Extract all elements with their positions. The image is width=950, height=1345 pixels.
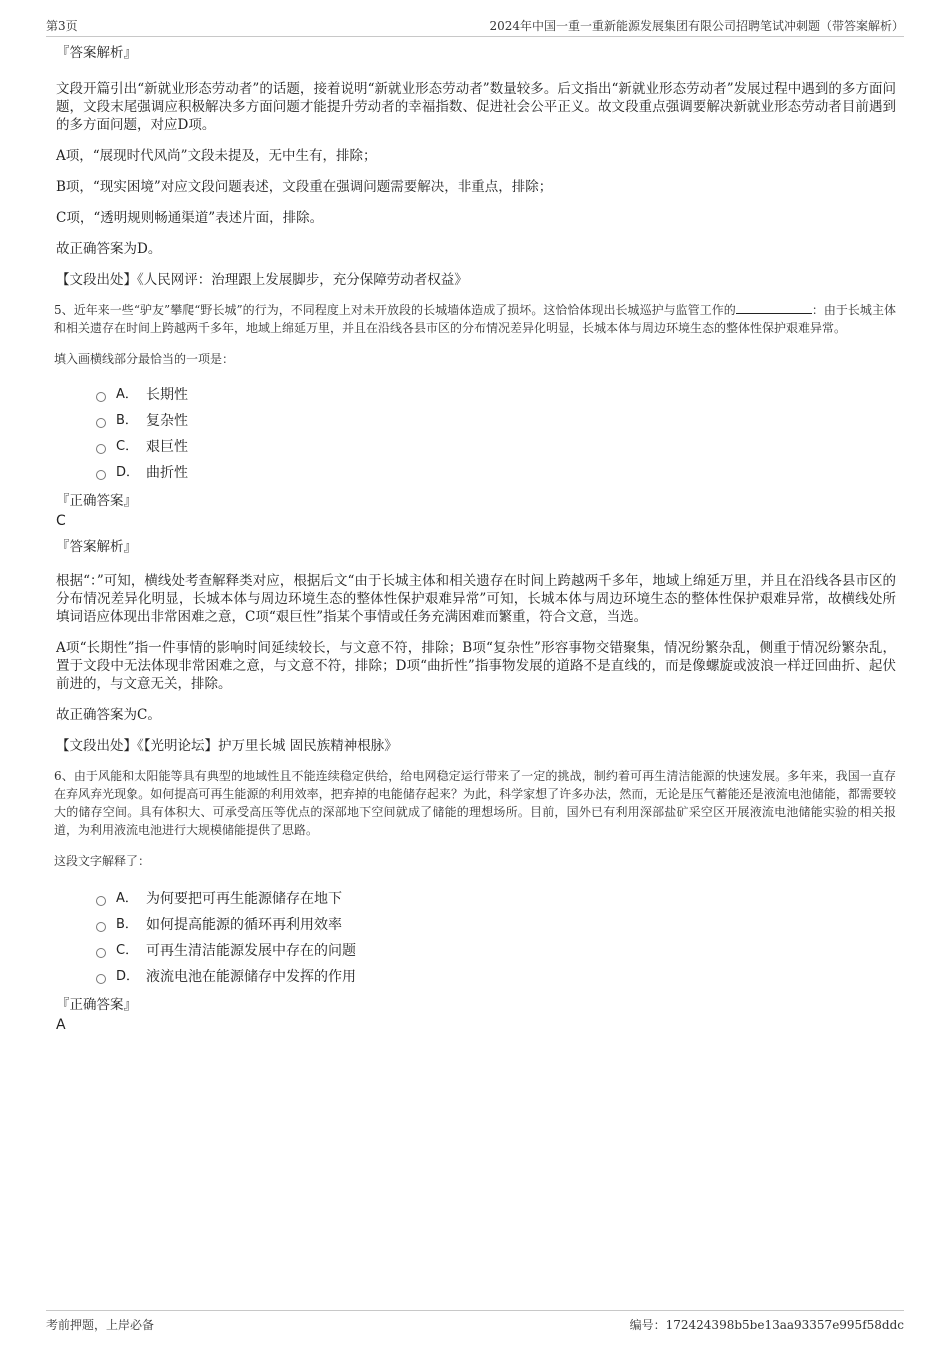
analysis-paragraph: 文段开篇引出“新就业形态劳动者”的话题，接着说明“新就业形态劳动者”数量较多。后文指出“新就业形态劳动者”发展过程中遇到的多方面问题，文段末尾强调应积极解决多方面问题才能提升劳动者的幸福指数、促进社会公平正义。故文段重点强调要解决新就业形态劳动者目前遇到的多方面问题，对应D项。 [56,81,896,133]
page-number: 第3页 [46,19,78,33]
analysis-paragraph: B项，“现实困境”对应文段问题表述，文段重在强调问题需要解决，非重点，排除； [56,179,553,195]
analysis-paragraph: C项，“透明规则畅通渠道”表述片面，排除。 [56,210,324,226]
source-citation: 【文段出处】《【光明论坛】护万里长城 固民族精神根脉》 [56,738,398,754]
question-5-options [96,382,896,486]
analysis-label: 『答案解析』 [56,539,137,555]
correct-answer-label: 『正确答案』 [56,493,137,509]
option-a[interactable]: A． 为何要把可再生能源储存在地下 [96,886,896,912]
page-footer [46,1310,904,1333]
source-citation: 【文段出处】《人民网评：治理跟上发展脚步，充分保障劳动者权益》 [56,272,468,288]
analysis-paragraph: 故正确答案为D。 [56,241,162,257]
question-6-prompt: 这段文字解释了： [54,854,151,868]
document-title: 2024年中国一重一重新能源发展集团有限公司招聘笔试冲刺题（带答案解析） [489,19,904,33]
question-6-options [96,886,896,990]
option-b[interactable]: B． 复杂性 [96,408,896,434]
radio-icon[interactable] [96,470,106,480]
page-header [46,14,904,37]
correct-answer: A [56,1017,66,1033]
question-5-prompt: 填入画横线部分最恰当的一项是： [54,352,235,366]
document-id: 编号：172424398b5be13aa93357e995f58ddc [629,1318,904,1332]
analysis-paragraph: 故正确答案为C。 [56,707,161,723]
analysis-paragraph: A项“长期性”指一件事情的影响时间延续较长，与文意不符，排除；B项“复杂性”形容事物交错聚集，情况纷繁杂乱，侧重于情况纷繁杂乱，置于文段中无法体现非常困难之意，与文意不符，排除；D项“曲折性”指事物发展的道路不是直线的，而是像螺旋或波浪一样迂回曲折、起伏前进的，与文意无关，排除。 [56,640,896,692]
analysis-label: 『答案解析』 [56,45,137,61]
question-5-text-before: 5、近年来一些“驴友”攀爬“野长城”的行为，不同程度上对未开放段的长城墙体造成了损坏。这恰恰体现出长城巡护与监管工作的 [54,303,736,317]
page-content [56,44,896,1042]
analysis-paragraph: A项，“展现时代风尚”文段未提及，无中生有，排除； [56,148,377,164]
radio-icon[interactable] [96,896,106,906]
option-b[interactable]: B． 如何提高能源的循环再利用效率 [96,912,896,938]
question-5-stem [54,301,896,337]
radio-icon[interactable] [96,948,106,958]
footer-slogan: 考前押题，上岸必备 [46,1318,155,1332]
option-d[interactable]: D． 曲折性 [96,460,896,486]
analysis-paragraph: 根据“：”可知，横线处考查解释类对应，根据后文“由于长城主体和相关遗存在时间上跨越两千多年，地域上绵延万里，并且在沿线各县市区的分布情况差异化明显，长城本体与周边环境生态的整体性保护艰难异常”可知，长城本体与周边环境生态的整体性保护艰难异常，故横线处所填词语应体现出非常困难之意，C项“艰巨性”指某个事情或任务充满困难而繁重，符合文意，当选。 [56,573,896,625]
correct-answer: C [56,513,66,529]
question-5-text-after: ：由于长城主体和相关遗存在时间上跨越两千多年，地域上绵延万里，并且在沿线各县市区的分布情况差异化明显，长城本体与周边环境生态的整体性保护艰难异常。 [54,303,896,335]
correct-answer-label: 『正确答案』 [56,997,137,1013]
question-6-stem: 6、由于风能和太阳能等具有典型的地域性且不能连续稳定供给，给电网稳定运行带来了一定的挑战，制约着可再生清洁能源的快速发展。多年来，我国一直存在弃风弃光现象。如何提高可再生能源的利用效率，把弃掉的电能储存起来？为此，科学家想了许多办法，然而，无论是压气蓄能还是液流电池储能，都需要较大的储存空间。具有体积大、可承受高压等优点的深部地下空间就成了储能的理想场所。目前，国外已有利用深部盐矿采空区开展液流电池储能实验的相关报道，为利用液流电池进行大规模储能提供了思路。 [54,769,896,837]
fill-blank [736,301,812,314]
radio-icon[interactable] [96,392,106,402]
option-c[interactable]: C． 艰巨性 [96,434,896,460]
option-c[interactable]: C． 可再生清洁能源发展中存在的问题 [96,938,896,964]
radio-icon[interactable] [96,922,106,932]
radio-icon[interactable] [96,974,106,984]
radio-icon[interactable] [96,444,106,454]
radio-icon[interactable] [96,418,106,428]
option-a[interactable]: A． 长期性 [96,382,896,408]
option-d[interactable]: D． 液流电池在能源储存中发挥的作用 [96,964,896,990]
